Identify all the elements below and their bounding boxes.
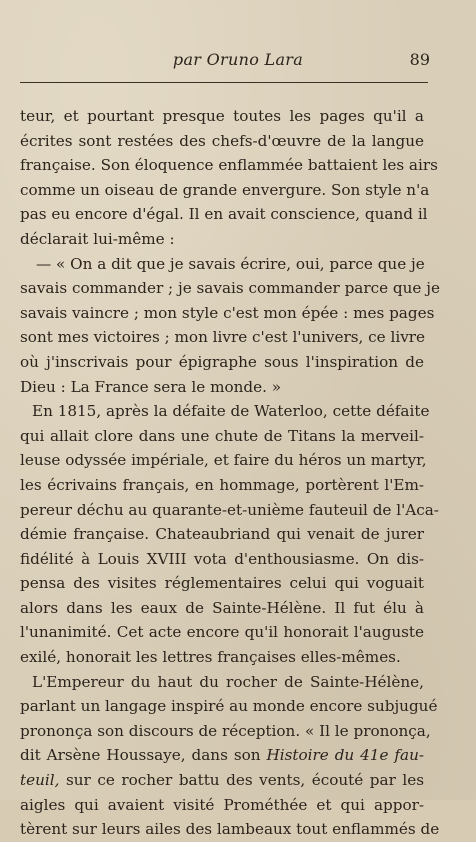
text-line: exilé, honorait les lettres françaises elles-mêmes.	[20, 648, 401, 667]
text-line: écrites sont restées des chefs-d'œuvre de la langue	[20, 131, 424, 150]
body-text	[20, 104, 440, 842]
page-header	[0, 50, 476, 76]
text-line: pereur déchu au quarante-et-unième fauteuil de l'Aca-	[20, 500, 439, 519]
text-line: les écrivains français, en hommage, portèrent l'Em-	[20, 475, 424, 494]
text-fragment: sur ce rocher battu des vents, écouté par les	[65, 771, 424, 790]
text-line: Dieu : La France sera le monde. »	[20, 377, 282, 396]
page-number: 89	[409, 50, 430, 69]
text-line: sont mes victoires ; mon livre c'est l'univers, ce livre	[20, 328, 426, 347]
text-line	[20, 768, 424, 793]
text-line: savais commander ; je savais commander parce que je	[20, 279, 440, 298]
text-line: L'Empereur du haut du rocher de Sainte-Hélène,	[32, 672, 424, 691]
text-line: pas eu encore d'égal. Il en avait conscience, quand il	[20, 205, 428, 224]
text-line: fidélité à Louis XVIII vota d'enthousiasme. On dis-	[20, 549, 424, 568]
text-line: teur, et pourtant presque toutes les pages qu'il a	[20, 107, 424, 125]
text-line: aigles qui avaient visité Prométhée et qui appor-	[20, 795, 424, 814]
book-title-fragment: Histoire du 41e fau-	[266, 746, 425, 765]
text-line: où j'inscrivais pour épigraphe sous l'inspiration de	[20, 352, 424, 371]
header-rule	[20, 82, 428, 83]
text-line: qui allait clore dans une chute de Titans la merveil-	[20, 426, 424, 445]
text-line: leuse odyssée impériale, et faire du héros un martyr,	[20, 451, 427, 470]
text-line: pensa des visites réglementaires celui qui voguait	[20, 574, 424, 593]
text-line: prononça son discours de réception. « Il le prononça,	[20, 721, 431, 740]
text-line: déclarait lui-même :	[20, 229, 175, 248]
text-line: En 1815, après la défaite de Waterloo, cette défaite	[32, 402, 430, 421]
text-fragment: dit Arsène Houssaye, dans son	[20, 746, 261, 765]
text-line: l'unanimité. Cet acte encore qu'il honorait l'auguste	[20, 623, 424, 642]
text-line: parlant un langage inspiré au monde encore subjugué	[20, 697, 438, 716]
book-title-fragment: teuil,	[20, 771, 60, 790]
text-line: française. Son éloquence enflammée battaient les airs	[20, 156, 438, 175]
text-line: tèrent sur leurs ailes des lambeaux tout enflammés de	[20, 820, 440, 839]
running-title: par Oruno Lara	[172, 50, 304, 69]
text-line: savais vaincre ; mon style c'est mon épée : mes pages	[20, 303, 435, 322]
text-line: — « On a dit que je savais écrire, oui, parce que je	[36, 254, 425, 273]
text-line: alors dans les eaux de Sainte-Hélène. Il fut élu à	[20, 598, 424, 617]
text-line: comme un oiseau de grande envergure. Son style n'a	[20, 180, 430, 199]
text-line	[20, 743, 424, 768]
text-line: démie française. Chateaubriand qui venait de jurer	[20, 525, 424, 544]
